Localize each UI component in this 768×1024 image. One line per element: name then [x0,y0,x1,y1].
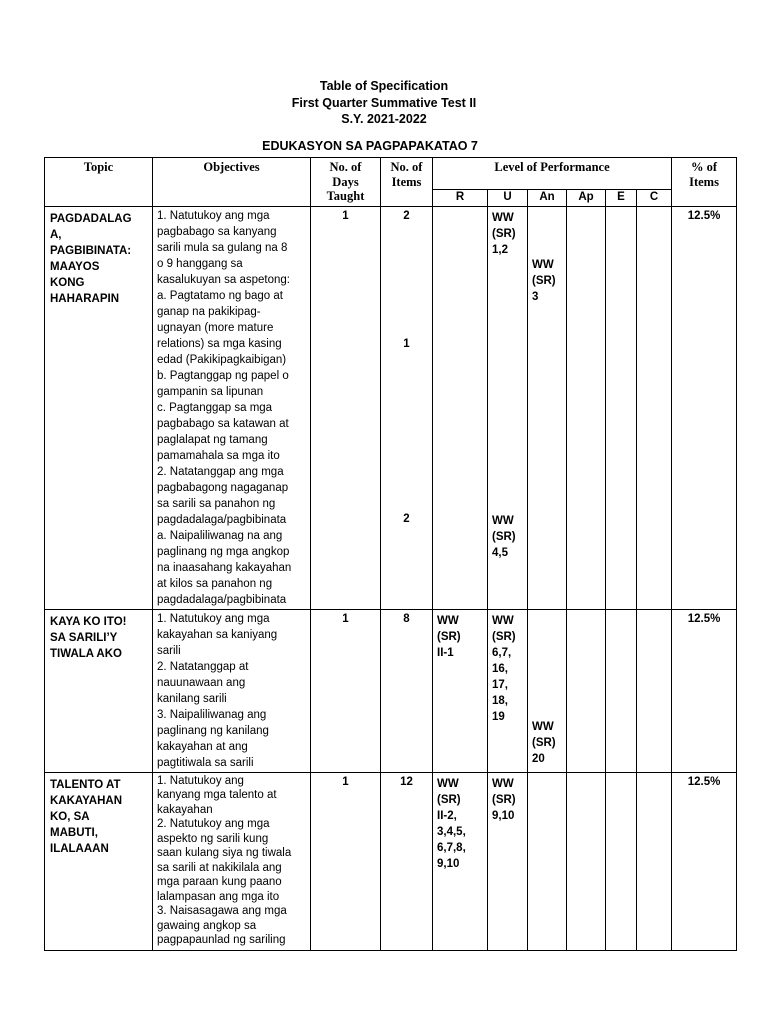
objective-line: sarili [157,644,181,657]
objective-line: at kilos sa panahon ng [157,577,273,590]
objective-line: pagtitiwala sa sarili [157,756,254,769]
header-items-line1: No. of [390,160,423,174]
level-u-cell [488,772,528,950]
objective-line: pagdadalaga/pagbibinata [157,593,287,606]
items-cell: 12 [381,772,433,950]
level-line: (SR) [492,793,516,806]
days-taught-cell: 1 [311,609,381,772]
objective-line: paglinang ng kanilang [157,724,269,737]
topic-line: KAYA KO ITO! [50,615,127,628]
topic-line: A, [50,228,62,241]
objective-line: 3. Naipaliliwanag ang [157,708,267,721]
level-r-cell [433,206,488,609]
level-line: WW [532,720,554,733]
items-value: 1 [403,337,410,350]
objective-line: a. Naipaliliwanag na ang [157,529,283,542]
objective-line: pamamahala sa mga ito [157,449,280,462]
level-u-cell [488,609,528,772]
items-value: 2 [403,209,410,222]
level-line: WW [492,614,514,627]
level-e-cell [606,772,637,950]
topic-line: KAKAYAHAN [50,794,122,807]
objective-line: 2. Natatanggap at [157,660,249,673]
objective-line: mga paraan kung paano [157,876,282,888]
level-line: 19 [492,710,505,723]
items-cell: 8 [381,609,433,772]
level-line: 4,5 [492,546,508,559]
objective-line: saan kulang siya ng tiwala [157,847,292,859]
level-line: 16, [492,662,508,675]
objective-line: edad (Pakikipagkaibigan) [157,353,287,366]
subject-title: EDUKASYON SA PAGPAPAKATAO 7 [262,139,478,153]
level-line: (SR) [492,630,516,643]
items-cell [381,206,433,609]
objective-line: pagbabago sa kanyang [157,225,277,238]
level-line: (SR) [532,736,556,749]
topic-cell [45,772,153,950]
level-line: 17, [492,678,508,691]
objective-line: gampanin sa lipunan [157,385,264,398]
objective-line: sa sarili at nakikilala ang [157,861,282,874]
level-c-cell [637,609,672,772]
document-title-block [0,78,768,128]
level-c-cell [637,772,672,950]
topic-line: SA SARILI’Y [50,631,118,644]
level-line: (SR) [437,793,461,806]
level-line: 3 [532,290,539,303]
objectives-cell [153,772,311,950]
level-line: 6,7,8, [437,841,466,854]
objective-line: kakayahan sa kaniyang [157,628,278,641]
level-u-cell [488,206,528,609]
header-level-e: E [606,189,637,206]
topic-line: PAGBIBINATA: [50,244,132,257]
level-entry [492,513,516,561]
level-c-cell [637,206,672,609]
level-e-cell [606,206,637,609]
objectives-cell [153,206,311,609]
header-pct-line1: % of [690,160,718,174]
objective-line: kanilang sarili [157,692,227,705]
objective-line: aspekto ng sarili kung [157,832,269,845]
objective-line: o 9 hanggang sa [157,257,243,270]
level-line: (SR) [492,227,516,240]
topic-line: TIWALA AKO [50,647,122,660]
level-line: (SR) [492,530,516,543]
header-days-line3: Taught [326,189,365,203]
level-line: II-1 [437,646,454,659]
days-taught-cell: 1 [311,772,381,950]
objective-line: kanyang mga talento at [157,789,277,801]
topic-line: KO, SA [50,810,90,823]
header-level-c: C [637,189,672,206]
specification-table [44,157,737,951]
objective-line: 1. Natutukoy ang mga [157,612,270,625]
level-ap-cell [567,609,606,772]
objective-line: relations) sa mga kasing [157,337,282,350]
topic-line: HAHARAPIN [50,292,119,305]
level-ap-cell [567,772,606,950]
level-ap-cell [567,206,606,609]
percent-cell: 12.5% [672,772,737,950]
topic-cell [45,206,153,609]
document-subtitle: First Quarter Summative Test II [291,95,477,110]
header-items-line2: Items [391,174,422,189]
level-line: 9,10 [437,857,460,870]
header-topic: Topic [45,158,153,207]
level-line: 1,2 [492,243,508,256]
objective-line: 1. Natutukoy ang mga [157,209,270,222]
level-entry [532,257,556,305]
table-row [45,772,737,950]
level-line: (SR) [437,630,461,643]
topic-line: MAAYOS [50,260,100,273]
level-line: 6,7, [492,646,512,659]
level-entry [532,719,556,767]
level-line: 3,4,5, [437,825,466,838]
level-line: 18, [492,694,508,707]
objective-line: pagpapaunlad ng sariling [157,934,286,946]
objective-line: gawaing angkop sa [157,919,257,932]
objective-line: 1. Natutukoy ang [157,774,244,787]
level-line: WW [532,258,554,271]
level-line: 9,10 [492,809,515,822]
header-level-u: U [488,189,528,206]
objective-line: kakayahan at ang [157,740,248,753]
topic-line: PAGDADALAG [50,212,132,225]
objective-line: pagdadalaga/pagbibinata [157,513,287,526]
level-an-cell [528,609,567,772]
header-level-ap: Ap [567,189,606,206]
header-no-of-items [381,158,433,207]
objective-line: nauunawaan ang [157,676,246,689]
objective-line: c. Pagtanggap sa mga [157,401,273,414]
objective-line: a. Pagtatamo ng bago at [157,289,283,302]
level-line: WW [437,777,459,790]
header-level-r: R [433,189,488,206]
objective-line: 2. Natatanggap ang mga [157,465,284,478]
percent-cell: 12.5% [672,609,737,772]
objective-line: kasalukuyan sa aspetong: [157,273,290,286]
header-level-an: An [528,189,567,206]
header-days-line2: Days [332,174,359,189]
objective-line: paglalapat ng tamang [157,433,268,446]
level-e-cell [606,609,637,772]
level-line: WW [437,614,459,627]
objective-line: 3. Naisasagawa ang mga [157,905,287,917]
level-line: WW [492,211,514,224]
objective-line: 2. Natutukoy ang mga [157,818,270,830]
objective-line: sarili mula sa gulang na 8 [157,241,288,254]
header-pct-line2: Items [689,174,719,189]
objectives-cell [153,609,311,772]
level-line: WW [492,777,514,790]
topic-line: MABUTI, [50,826,98,839]
level-an-cell [528,772,567,950]
level-an-cell [528,206,567,609]
document-title: Table of Specification [319,79,449,93]
header-days-taught [311,158,381,207]
level-r-cell [433,772,488,950]
topic-line: ILALAAAN [50,842,109,855]
topic-line: TALENTO AT [50,778,121,791]
table-row [45,206,737,609]
header-days-line1: No. of [329,160,362,174]
header-objectives: Objectives [153,158,311,207]
school-year: S.Y. 2021-2022 [341,112,427,126]
header-percent-of-items [672,158,737,207]
level-line: (SR) [532,274,556,287]
objective-line: paglinang ng mga angkop [157,545,290,558]
objective-line: ugnayan (more mature [157,321,274,334]
objective-line: b. Pagtanggap ng papel o [157,369,289,382]
level-line: 20 [532,752,545,765]
objective-line: pagbabago sa katawan at [157,417,289,430]
objective-line: lalampasan ang mga ito [157,890,280,903]
level-entry [492,210,516,258]
days-taught-cell: 1 [311,206,381,609]
topic-line: KONG [50,276,85,289]
objective-line: ganap na pakikipag- [157,305,261,318]
objective-line: na inaasahang kakayahan [157,561,292,574]
objective-line: kakayahan [157,803,213,816]
level-r-cell [433,609,488,772]
level-line: II-2, [437,809,457,822]
items-value: 2 [403,512,410,525]
topic-cell [45,609,153,772]
level-line: WW [492,514,514,527]
percent-cell: 12.5% [672,206,737,609]
table-row [45,609,737,772]
header-level-of-performance: Level of Performance [433,158,672,190]
objective-line: sa sarili sa panahon ng [157,497,276,510]
objective-line: pagbabagong nagaganap [157,481,289,494]
